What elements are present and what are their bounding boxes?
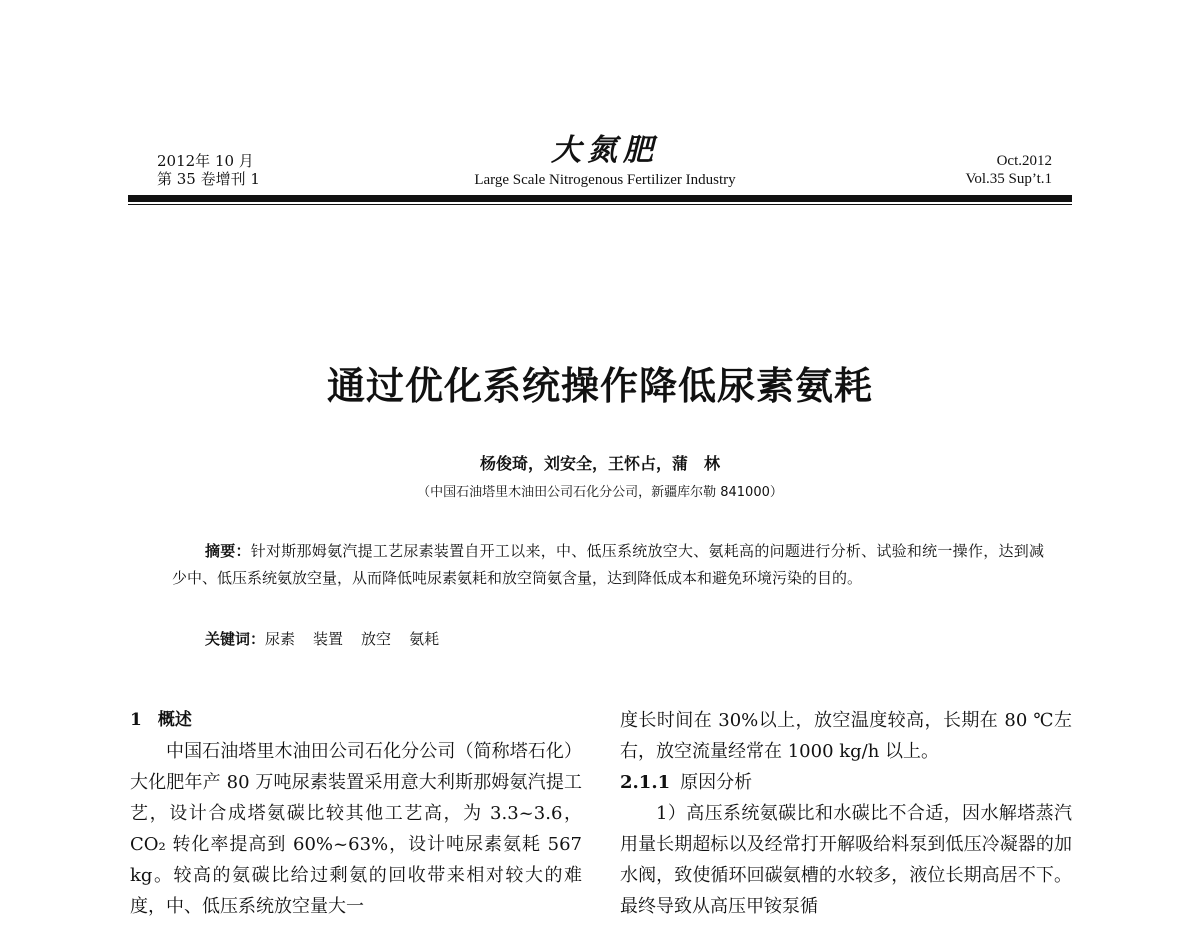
header-volume-en: Vol.35 Sup’t.1 [965, 171, 1052, 187]
article-authors: 杨俊琦，刘安全，王怀占，蒲 林 [479, 454, 720, 473]
section-title: 概述 [157, 710, 192, 730]
journal-name-en: Large Scale Nitrogenous Fertilizer Industry [474, 172, 736, 188]
header-volume-cn: 第 35 卷增刊 1 [157, 170, 260, 188]
body-column-right [620, 705, 1072, 922]
keyword: 放空 [361, 630, 392, 648]
abstract-text: 针对斯那姆氨汽提工艺尿素装置自开工以来，中、低压系统放空大、氨耗高的问题进行分析、试验和统一操作，达到减少中、低压系统氨放空量，从而降低吨尿素氨耗和放空筒氨含量，达到降低成本和避免环境污染的目的。 [172, 542, 1044, 587]
keyword: 氨耗 [409, 630, 440, 648]
header-issue-info-en [965, 152, 1052, 188]
section-heading [130, 705, 582, 736]
subsection-heading [620, 767, 1072, 798]
section-number: 1 [130, 710, 142, 730]
body-paragraph: 中国石油塔里木油田公司石化分公司（简称塔石化）大化肥年产 80 万吨尿素装置采用意大利斯那姆氨汽提工艺，设计合成塔氨碳比较其他工艺高，为 3.3~3.6，CO₂ 转化率提高到 60%~63%，设计吨尿素氨耗 567 kg。较高的氨碳比给过剩氨的回收带来相对较大的难度，中、低压系统放空量大一 [130, 741, 582, 917]
keywords [205, 628, 457, 650]
header-rule-thick [128, 195, 1072, 202]
abstract [172, 538, 1044, 592]
subsection-title: 原因分析 [680, 772, 753, 793]
abstract-label: 摘要： [205, 542, 251, 560]
article-title: 通过优化系统操作降低尿素氨耗 [326, 364, 873, 408]
body-paragraph: 1）高压系统氨碳比和水碳比不合适，因水解塔蒸汽用量长期超标以及经常打开解吸给料泵到低压冷凝器的加水阀，致使循环回碳氨槽的水较多，液位长期高居不下。最终导致从高压甲铵泵循 [620, 803, 1072, 917]
header-issue-info [157, 152, 260, 188]
keyword: 尿素 [265, 630, 296, 648]
header-date-en: Oct.2012 [996, 153, 1052, 169]
keyword: 装置 [313, 630, 344, 648]
article-affiliation: （中国石油塔里木油田公司石化分公司，新疆库尔勒 841000） [417, 485, 783, 500]
keywords-label: 关键词： [205, 630, 266, 648]
header-date-cn: 2012年 10 月 [157, 152, 254, 170]
body-column-left [130, 705, 582, 922]
header-rule-thin [128, 204, 1072, 205]
subsection-number: 2.1.1 [620, 772, 671, 793]
body-paragraph: 度长时间在 30%以上，放空温度较高，长期在 80 ℃左右，放空流量经常在 1000 kg/h 以上。 [620, 710, 1072, 762]
journal-logo-cn: 大氮肥 [551, 133, 659, 168]
journal-masthead [440, 133, 770, 189]
